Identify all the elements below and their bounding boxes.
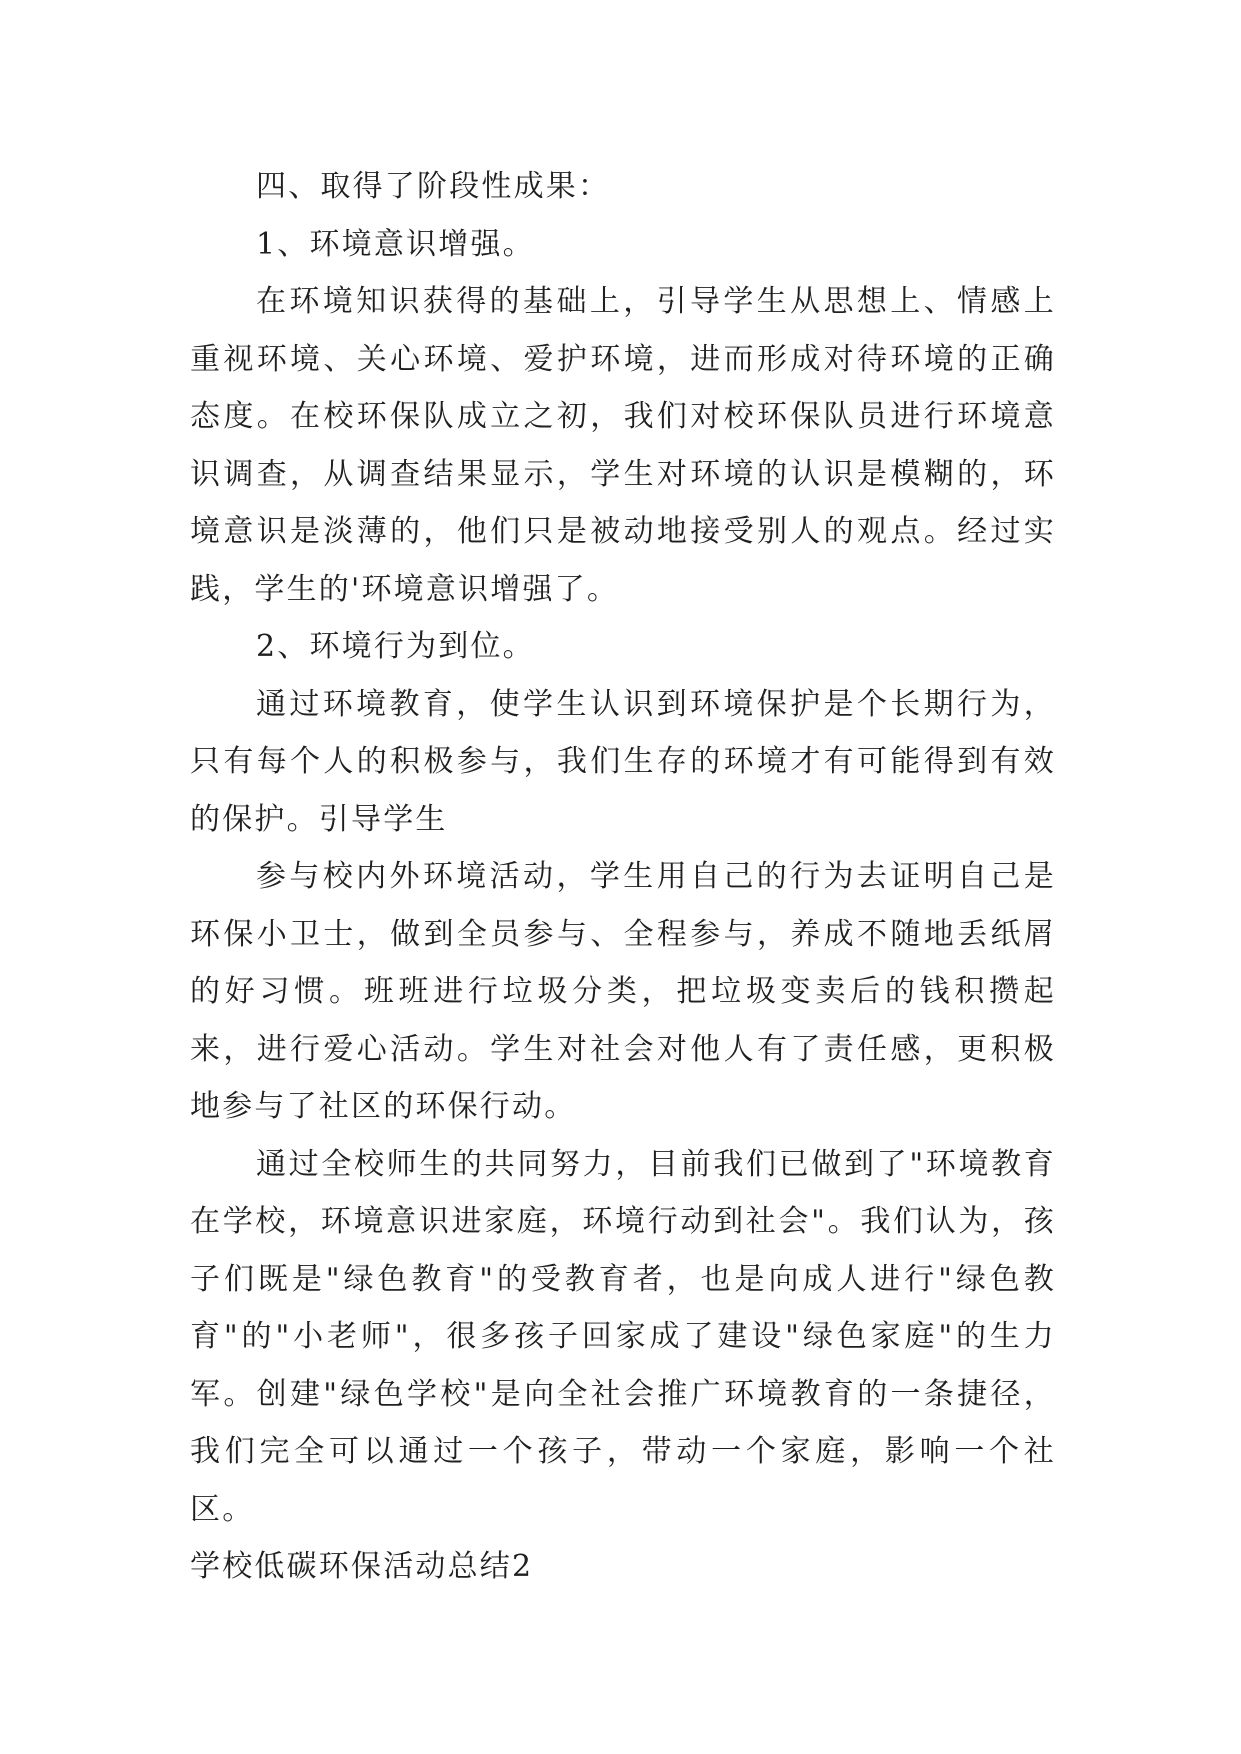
subheading-awareness: 1、环境意识增强。 (256, 226, 535, 262)
document-body (190, 158, 1056, 1596)
next-section-title: 学校低碳环保活动总结2 (190, 1549, 534, 1584)
paragraph-behavior: 通过环境教育，使学生认识到环境保护是个长期行为，只有每个人的积极参与，我们生存的环境才有可能得到有效的保护。引导学生 (190, 686, 1056, 837)
paragraph-summary: 通过全校师生的共同努力，目前我们已做到了"环境教育在学校，环境意识进家庭，环境行动到社会"。我们认为，孩子们既是"绿色教育"的受教育者，也是向成人进行"绿色教育"的"小老师"，很多孩子回家成了建设"绿色家庭"的生力军。创建"绿色学校"是向全社会推广环境教育的一条捷径，我们完全可以通过一个孩子，带动一个家庭，影响一个社区。 (190, 1146, 1056, 1527)
section-heading: 四、取得了阶段性成果： (256, 169, 611, 204)
paragraph-awareness: 在环境知识获得的基础上，引导学生从思想上、情感上重视环境、关心环境、爱护环境，进而形成对待环境的正确态度。在校环保队成立之初，我们对校环保队员进行环境意识调查，从调查结果显示，学生对环境的认识是模糊的，环境意识是淡薄的，他们只是被动地接受别人的观点。经过实践，学生的'环境意识增强了。 (190, 284, 1056, 607)
subheading-behavior: 2、环境行为到位。 (256, 629, 535, 664)
paragraph-activities: 参与校内外环境活动，学生用自己的行为去证明自己是环保小卫士，做到全员参与、全程参与，养成不随地丢纸屑的好习惯。班班进行垃圾分类，把垃圾变卖后的钱积攒起来，进行爱心活动。学生对社会对他人有了责任感，更积极地参与了社区的环保行动。 (190, 859, 1056, 1124)
